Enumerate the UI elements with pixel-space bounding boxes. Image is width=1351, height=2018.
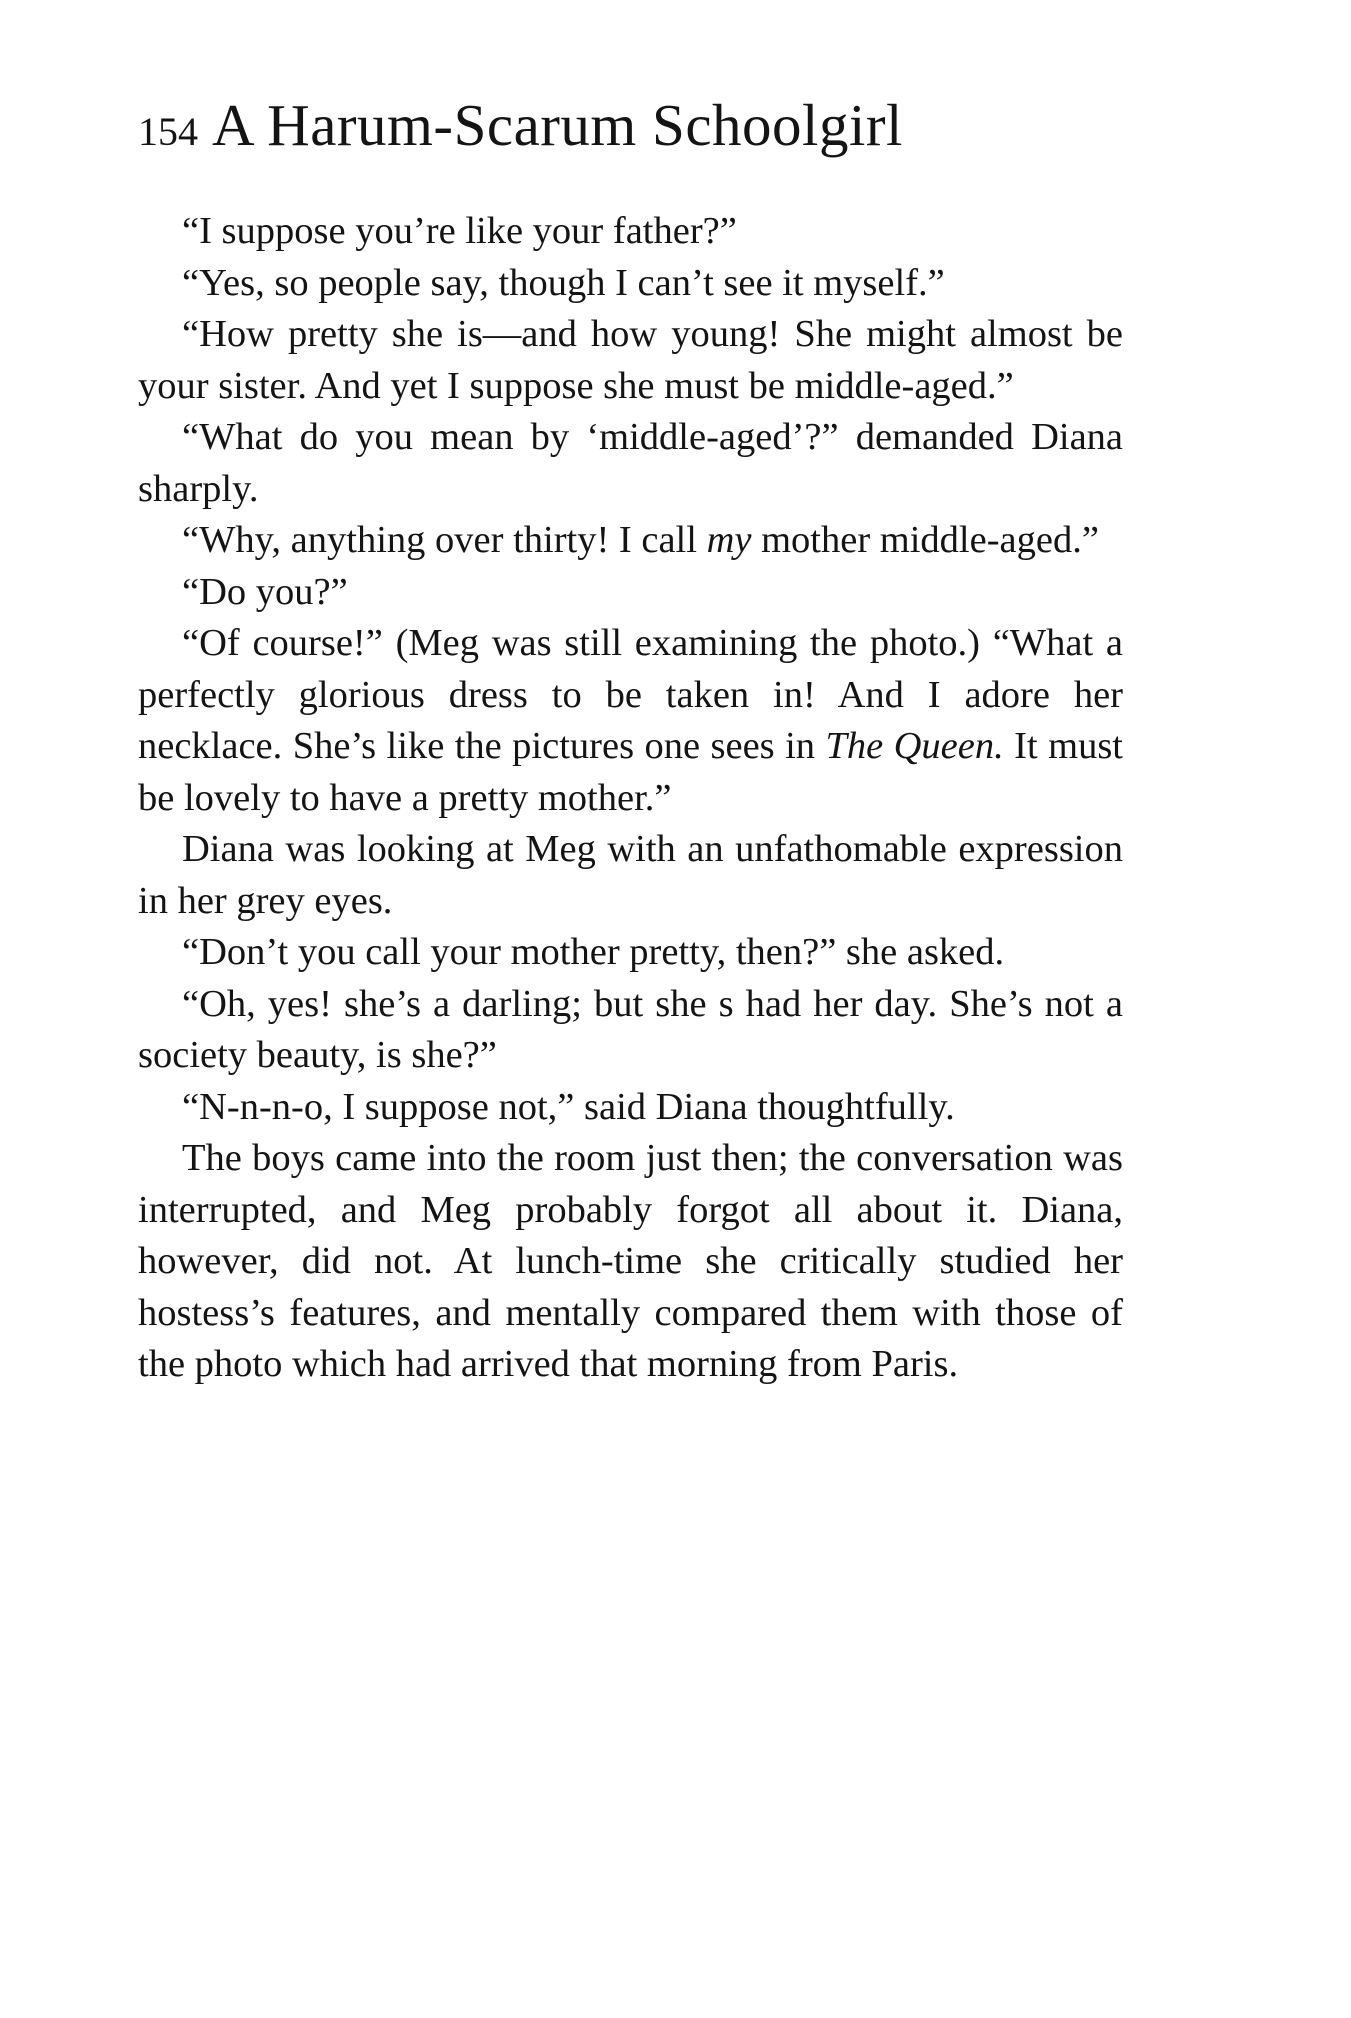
paragraph-5 [138,515,1123,567]
paragraph-5-text-after: mother middle-aged.” [751,519,1099,561]
paragraph-6: “Do you?” [182,570,348,613]
paragraph-3: “How pretty she is—and how young! She might almost be your sister. And yet I suppose she must be middle-aged.” [138,313,1123,407]
paragraph-10: “Oh, yes! she’s a darling; but she s had her day. She’s not a society beauty, is she?” [138,982,1123,1076]
paragraph-12: The boys came into the room just then; the conversation was interrupted, and Meg probably forgot all about it. Diana, however, did not. At lunch-time she critically studied her hostess’s features, and mentally compared them with those of the photo which had arrived that morning from Paris. [138,1137,1123,1385]
book-title: A Harum-Scarum Schoolgirl [212,92,903,158]
paragraph-5-text-before: “Why, anything over thirty! I call [182,519,707,561]
paragraph-8: Diana was looking at Meg with an unfathomable expression in her grey eyes. [138,828,1123,922]
running-head [138,92,903,158]
paragraph-5-emphasis: my [706,519,752,561]
page-number: 154 [138,109,198,154]
paragraph-4: “What do you mean by ‘middle-aged’?” demanded Diana sharply. [138,416,1123,510]
paragraph-7-text-before: “Of course!” (Meg was still examining the photo.) “What a perfectly glorious dress to be taken in! And I adore her necklace. She’s like the pictures one sees in [138,622,1123,767]
paragraph-9: “Don’t you call your mother pretty, then?” she asked. [182,931,1005,973]
paragraph-7-emphasis: The Queen. [825,725,1004,767]
paragraph-11: “N-n-n-o, I suppose not,” said Diana thoughtfully. [182,1085,955,1128]
paragraph-1: “I suppose you’re like your father?” [182,210,737,252]
paragraph-7 [138,618,1123,824]
paragraph-2: “Yes, so people say, though I can’t see it myself.” [182,261,945,304]
body-text [138,206,1123,1391]
paragraph-7-text-after: It must be lovely to have a pretty mother.” [138,725,1124,819]
